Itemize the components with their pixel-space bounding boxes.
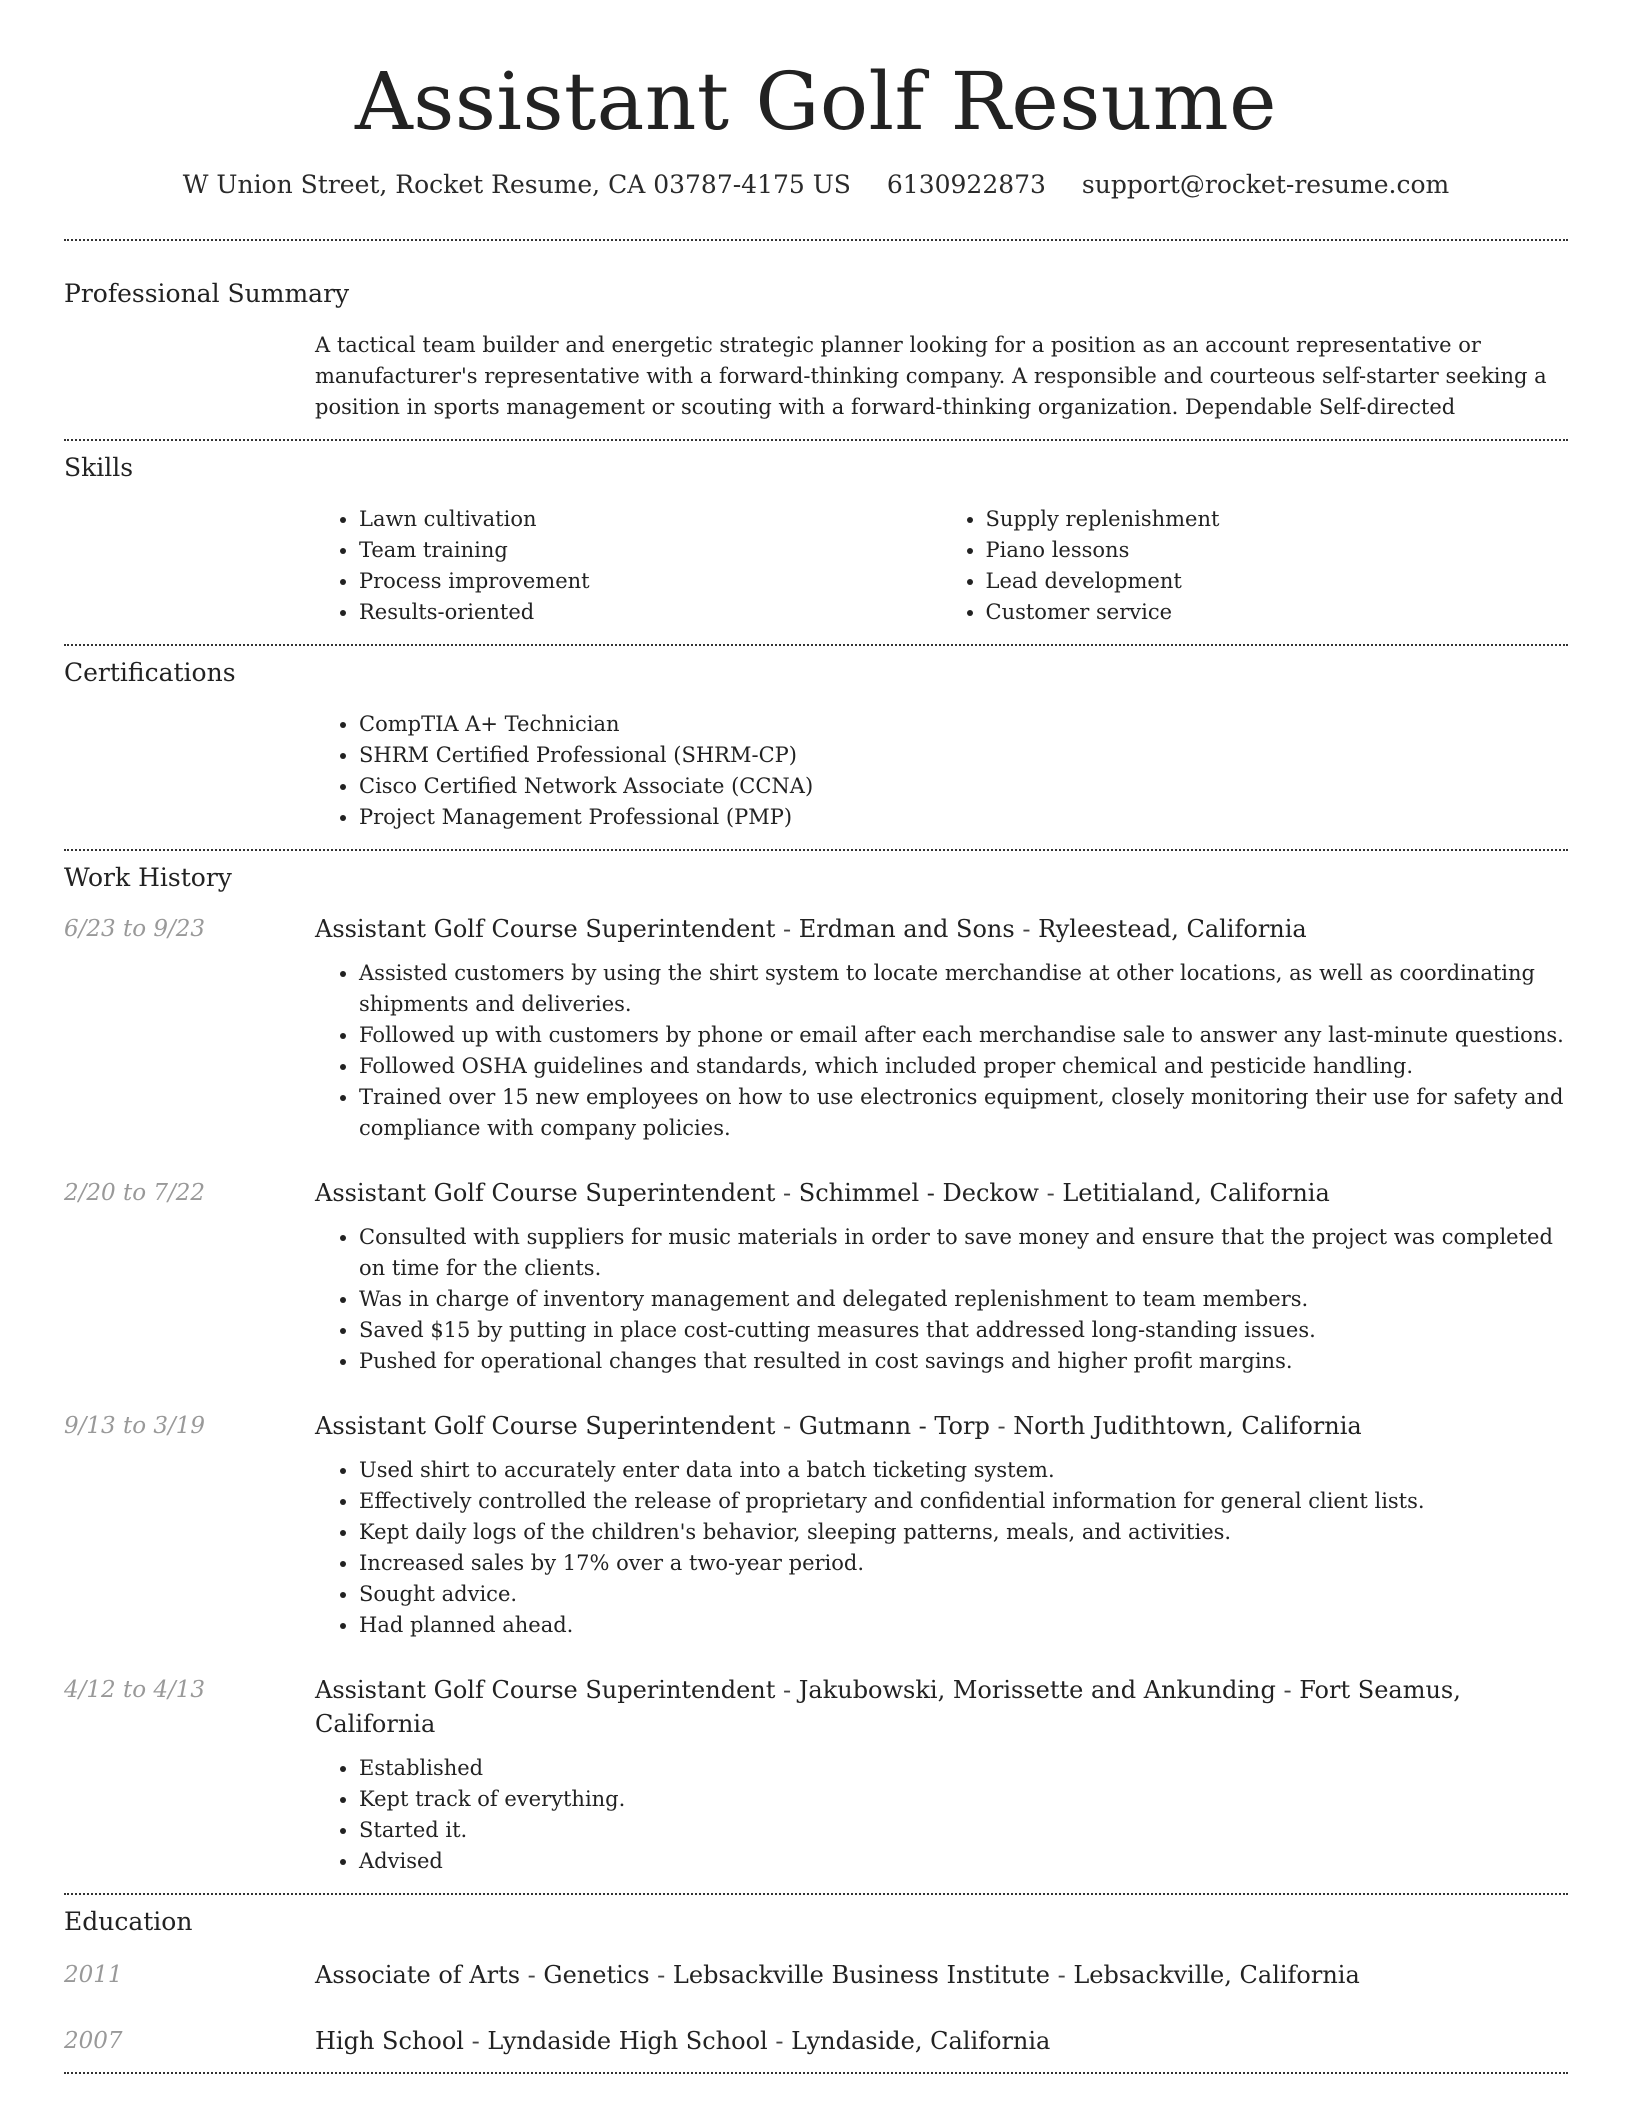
education-entry [64, 2024, 1568, 2058]
job-bullet: • Pushed for operational changes that resulted in cost savings and higher profit margins. [359, 1346, 1568, 1377]
job-dates: 9/13 to 3/19 [64, 1413, 206, 1439]
job-entry [64, 1176, 1568, 1377]
job-bullet: • Followed up with customers by phone or email after each merchandise sale to answer any last-minute questions. [359, 1020, 1568, 1051]
skills-column-left [315, 504, 942, 628]
resume-title: Assistant Golf Resume [354, 55, 1278, 148]
education-school: Lebsackville Business Institute [672, 1961, 1050, 1989]
education-school: Lyndaside High School [487, 2027, 768, 2055]
contact-info [64, 170, 1568, 199]
education-entry [64, 1958, 1568, 1992]
contact-address: W Union Street, Rocket Resume, CA 03787-4175 US [182, 170, 851, 199]
education-heading-line: High School - Lyndaside High School - Lyndaside, California [315, 2027, 1051, 2055]
contact-phone: 6130922873 [886, 170, 1046, 199]
job-company: Erdman and Sons [798, 915, 1015, 943]
contact-email: support@rocket-resume.com [1081, 170, 1450, 199]
job-bullets [315, 1222, 1568, 1377]
job-bullet: • Sought advice. [359, 1579, 1568, 1610]
job-company: Gutmann - Torp [798, 1412, 990, 1440]
work-history-heading: Work History [64, 863, 232, 892]
skills-section [64, 441, 1568, 644]
job-bullet: • Saved $15 by putting in place cost-cutting measures that addressed long-standing issues. [359, 1315, 1568, 1346]
education-section [64, 1895, 1568, 2072]
certifications-heading: Certifications [64, 658, 236, 687]
job-bullet: • Increased sales by 17% over a two-year period. [359, 1548, 1568, 1579]
job-role: Assistant Golf Course Superintendent [315, 1412, 776, 1440]
certification-item: • CompTIA A+ Technician [359, 709, 1568, 740]
job-bullets [315, 1753, 1568, 1877]
job-entry [64, 912, 1568, 1144]
certifications-list [315, 709, 1568, 833]
job-bullet: • Used shirt to accurately enter data into a batch ticketing system. [359, 1455, 1568, 1486]
job-heading: Assistant Golf Course Superintendent - Schimmel - Deckow - Letitialand, California [315, 1179, 1330, 1207]
skill-item: • Lead development [986, 566, 1569, 597]
job-dates: 6/23 to 9/23 [64, 916, 206, 942]
job-company: Jakubowski, Morissette and Ankunding [798, 1676, 1276, 1704]
section-divider [64, 2072, 1568, 2074]
job-bullet: • Assisted customers by using the shirt system to locate merchandise at other locations, as well as coordinating shipments and deliveries. [359, 958, 1568, 1020]
skills-heading: Skills [64, 453, 134, 482]
job-bullet: • Consulted with suppliers for music materials in order to save money and ensure that the project was completed on time for the clients. [359, 1222, 1568, 1284]
education-location: Lebsackville, California [1073, 1961, 1360, 1989]
education-degree: Associate of Arts [315, 1961, 521, 1989]
skill-item: • Piano lessons [986, 535, 1569, 566]
job-bullet: • Trained over 15 new employees on how to use electronics equipment, closely monitoring their use for safety and compliance with company policies. [359, 1082, 1568, 1144]
certifications-section [64, 646, 1568, 849]
job-bullet: • Kept daily logs of the children's behavior, sleeping patterns, meals, and activities. [359, 1517, 1568, 1548]
education-degree: High School [315, 2027, 464, 2055]
job-bullet: • Advised [359, 1846, 1568, 1877]
education-location: Lyndaside, California [791, 2027, 1051, 2055]
job-role: Assistant Golf Course Superintendent [315, 915, 776, 943]
skills-list [315, 504, 1568, 628]
job-location: Letitialand, California [1062, 1179, 1330, 1207]
job-location: North Judithtown, California [1013, 1412, 1362, 1440]
job-bullet: • Established [359, 1753, 1568, 1784]
skill-item: • Results-oriented [359, 597, 942, 628]
job-bullets [315, 958, 1568, 1144]
job-heading: Assistant Golf Course Superintendent - Jakubowski, Morissette and Ankunding - Fort Seamus, California [315, 1676, 1461, 1738]
education-heading-line: Associate of Arts - Genetics - Lebsackville Business Institute - Lebsackville, California [315, 1961, 1360, 1989]
job-dates: 2/20 to 7/22 [64, 1180, 206, 1206]
education-year: 2007 [64, 2028, 123, 2054]
skill-item: • Process improvement [359, 566, 942, 597]
education-field: Genetics [543, 1961, 650, 1989]
education-year: 2011 [64, 1962, 123, 1988]
job-location: Ryleestead, California [1038, 915, 1307, 943]
skill-item: • Lawn cultivation [359, 504, 942, 535]
job-bullet: • Was in charge of inventory management and delegated replenishment to team members. [359, 1284, 1568, 1315]
job-location: Fort Seamus, California [315, 1676, 1461, 1738]
education-heading: Education [64, 1907, 193, 1936]
job-bullet: • Effectively controlled the release of proprietary and confidential information for general client lists. [359, 1486, 1568, 1517]
summary-section [64, 241, 1568, 439]
job-bullet: • Followed OSHA guidelines and standards, which included proper chemical and pesticide handling. [359, 1051, 1568, 1082]
job-entry [64, 1673, 1568, 1877]
job-role: Assistant Golf Course Superintendent [315, 1676, 776, 1704]
certification-item: • SHRM Certified Professional (SHRM-CP) [359, 740, 1568, 771]
work-history-section [64, 851, 1568, 1893]
job-company: Schimmel - Deckow [798, 1179, 1039, 1207]
summary-heading: Professional Summary [64, 279, 350, 308]
job-entry [64, 1409, 1568, 1641]
job-heading: Assistant Golf Course Superintendent - Erdman and Sons - Ryleestead, California [315, 915, 1307, 943]
job-dates: 4/12 to 4/13 [64, 1677, 206, 1703]
job-bullet: • Kept track of everything. [359, 1784, 1568, 1815]
job-bullets [315, 1455, 1568, 1641]
job-role: Assistant Golf Course Superintendent [315, 1179, 776, 1207]
skill-item: • Customer service [986, 597, 1569, 628]
job-bullet: • Started it. [359, 1815, 1568, 1846]
certification-item: • Project Management Professional (PMP) [359, 802, 1568, 833]
skill-item: • Team training [359, 535, 942, 566]
skill-item: • Supply replenishment [986, 504, 1569, 535]
summary-text: A tactical team builder and energetic strategic planner looking for a position as an account representative or manufacturer's representative with a forward-thinking company. A responsible and courteous self-starter seeking a position in sports management or scouting with a forward-thinking organization. Dependable Self-directed [315, 333, 1547, 419]
job-bullet: • Had planned ahead. [359, 1610, 1568, 1641]
job-heading: Assistant Golf Course Superintendent - Gutmann - Torp - North Judithtown, California [315, 1412, 1362, 1440]
certification-item: • Cisco Certified Network Associate (CCNA) [359, 771, 1568, 802]
skills-column-right [942, 504, 1569, 628]
